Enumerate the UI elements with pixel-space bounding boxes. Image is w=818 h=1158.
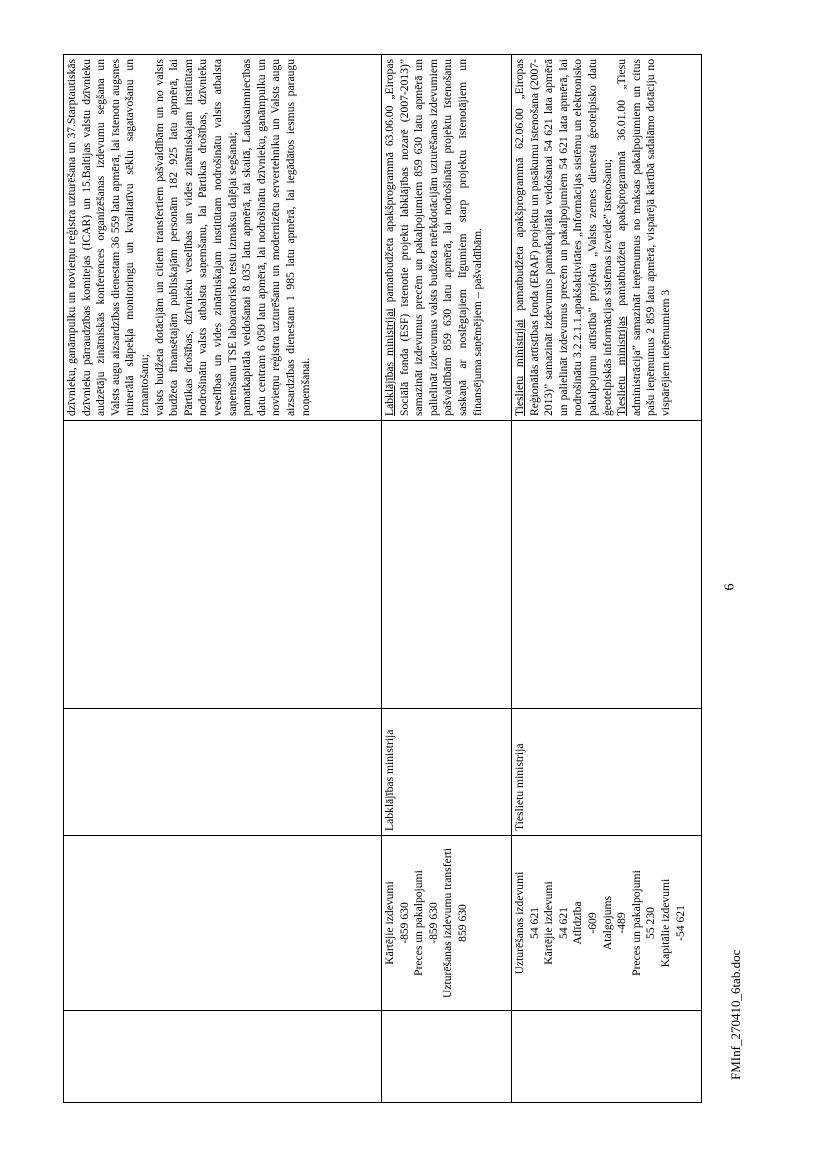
budget-change-table (63, 54, 702, 1103)
ministry-cell (382, 709, 512, 836)
code-line: 54 621 (556, 907, 570, 939)
rotated-page-content (63, 55, 713, 1103)
table-cell-empty (64, 421, 382, 709)
description-paragraph (513, 59, 615, 416)
description-paragraph: pamatkapitāla veidošanai 8 035 latu apmērā, tai skaitā, Lauksaimniecības datu centram 6 050 latu apmērā, lai nodrošinātu dzīvnieku, ganāmpulku un novietņu reģistra uzturēšanu un modernizētu servertehniku un Valsts augu aizsardzības dienestam 1 985 latu apmērā, lai iegādātos iesmus paraugu noņemšanai. (240, 59, 312, 416)
description-cell (64, 55, 382, 421)
description-text: pamatbudžeta apakšprogrammā 62.06.00 „Eiropas Reģionālās attīstības fonda (ERAF) projektu un pasākumu īstenošana (2007-2013)” samazināt izdevumus pamatkapitāla veidošanai 54 621 lata apmērā un palielināt izdevumus precēm un pakalpojumiem 54 621 lata apmērā, lai nodrošinātu 3.2.2.1.1.apakšaktivitātes „Informācijas sistēmu un elektronisko pakalpojumu attīstība” projekta „Valsts zemes dienesta ģeotelpisko datu ģeotelpiskās informācijas sistēmas izveide” īstenošanu; (513, 58, 614, 416)
description-cell (382, 55, 512, 421)
description-cell (512, 55, 702, 421)
table-cell-empty (64, 1011, 382, 1103)
ministry-link-text: Tieslietu ministrijas (615, 316, 629, 416)
description-text: pamatbudžeta apakšprogrammā 63.06.00 „Eiropas Sociālā fonda (ESF) īstenotie projekti labklājības nozarē (2007-2013)” samazināt izdevumus precēm un pakalpojumiem 859 630 latu apmērā un palielināt izdevumus valsts budžeta mērķdotācijām uzturēšanas izdevumiem pašvaldībām 859 630 latu apmērā, lai nodrošinātu projektu īstenošanu saskaņā ar noslēgtajiem līgumiem starp projektu īstenotājiem un finansējuma saņēmējiem – pašvaldībām. (383, 59, 484, 416)
code-line: Kārtējie izdevumi (542, 881, 556, 965)
table-cell-empty (512, 1011, 702, 1103)
footer-filename: FMInf_270410_6tab.doc (728, 949, 743, 1080)
code-line: Preces un pakalpojumi (629, 870, 643, 976)
table-cell-empty (64, 709, 382, 836)
description-text: pamatbudžeta apakšprogrammā 36.01.00 „Tiesu administrācija” samazināt ieņēmumus no maksas pakalpojumiem un citus pašu ieņēmumus 2 859 latu apmērā, vispārējā kārtībā sadalāmo dotāciju no vispārējiem ieņēmumiem 3 (615, 59, 672, 416)
code-line: Kapitālie izdevumi (658, 878, 672, 968)
ministry-link-text: Labklājības ministrijai (383, 308, 396, 416)
codes-cell (382, 836, 512, 1011)
code-line: 859 630 (455, 904, 469, 942)
description-paragraph: dzīvnieku, ganāmpulku un novietņu reģistra uzturēšana un 37.Starptautiskās dzīvnieku pārraudzības komitejas (ICAR) un 15.Baltijas valstu dzīvnieku audzētāju zinātniskās konferences organizēšanas izdevumu segšana un Valsts augu aizsardzības dienestam 36 559 latu apmērā, lai īstenotu augsnes minerālā slāpekļa monitoringu un kvalitatīvu sēklu sagatavošanu un izmantošanu; (65, 59, 151, 416)
ministry-link-text: Tieslietu ministrijai (513, 319, 526, 416)
code-line: Kārtējie izdevumi (383, 881, 396, 965)
code-line: Atlīdzība (571, 901, 585, 945)
table-row (382, 55, 512, 1103)
code-line: Preces un pakalpojumi (412, 870, 426, 976)
code-line: -489 (615, 912, 629, 934)
description-paragraph (615, 59, 673, 416)
ministry-name: Tieslietu ministrija (513, 743, 526, 831)
table-cell-empty (382, 421, 512, 709)
code-line: Uzturēšanas izdevumu transferti (441, 847, 455, 999)
ministry-cell (512, 709, 702, 836)
table-cell-empty (382, 1011, 512, 1103)
code-line: -859 630 (397, 902, 411, 944)
page-number: 6 (722, 583, 738, 591)
code-line: 54 621 (527, 907, 541, 939)
code-line: -609 (585, 912, 599, 934)
table-cell-empty (64, 836, 382, 1011)
description-paragraph (383, 59, 485, 416)
codes-cell (512, 836, 702, 1011)
table-cell-empty (512, 421, 702, 709)
code-line: Uzturēšanas izdevumi (513, 871, 526, 975)
code-line: -859 630 (426, 902, 440, 944)
code-line: 55 230 (644, 907, 658, 939)
table-row (64, 55, 382, 1103)
code-line: -54 621 (673, 905, 687, 941)
table-row (512, 55, 702, 1103)
description-paragraph: valsts budžeta dotācijām un citiem transfertiem pašvaldībām un no valsts budžeta finansētajām publiskajām personām 182 925 latu apmērā, lai Pārtikas drošības, dzīvnieku veselības un vides zinātniskajam institūtam nodrošinātu valsts atbalsta saņemšanu, lai Pārtikas drošības, dzīvnieku veselības un vides zinātniskajam institūtam nodrošinātu valsts atbalsta saņemšanu TSE laboratorisko testu izmaksu daļējai segšanai; (152, 59, 239, 416)
ministry-name: Labklājības ministrija (383, 729, 396, 831)
code-line: Atalgojums (600, 895, 614, 951)
